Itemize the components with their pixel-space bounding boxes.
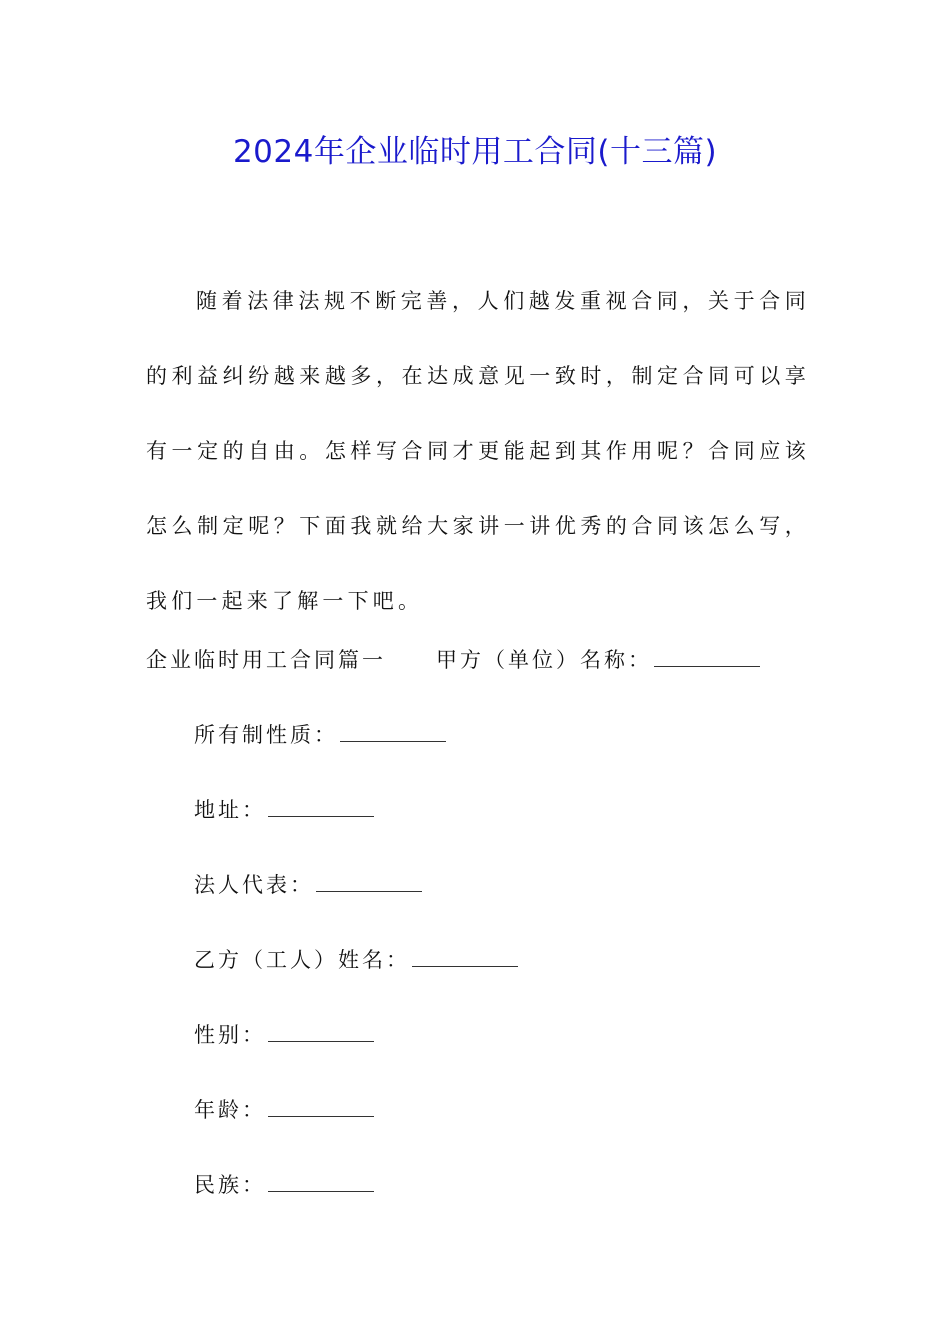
ethnicity-label: 民族： — [194, 1173, 266, 1197]
section-line — [146, 644, 760, 675]
party-a-name-label: 甲方（单位）名称： — [436, 648, 652, 672]
document-title: 2024年企业临时用工合同(十三篇) — [232, 134, 718, 170]
ownership-label: 所有制性质： — [194, 723, 338, 747]
age-blank — [268, 1094, 374, 1117]
age-line — [194, 1094, 374, 1125]
party-b-name-label: 乙方（工人）姓名： — [194, 948, 410, 972]
address-line — [194, 794, 374, 825]
gender-label: 性别： — [194, 1023, 266, 1047]
party-a-name-blank — [654, 644, 760, 667]
address-label: 地址： — [194, 798, 266, 822]
section-heading: 企业临时用工合同篇一 — [146, 648, 386, 672]
party-b-name-line — [194, 944, 518, 975]
age-label: 年龄： — [194, 1098, 266, 1122]
ethnicity-line — [194, 1169, 374, 1200]
gender-blank — [268, 1019, 374, 1042]
party-b-name-blank — [412, 944, 518, 967]
legal-rep-line — [194, 869, 422, 900]
gender-line — [194, 1019, 374, 1050]
legal-rep-label: 法人代表： — [194, 873, 314, 897]
ownership-line — [194, 719, 446, 750]
legal-rep-blank — [316, 869, 422, 892]
ownership-blank — [340, 719, 446, 742]
ethnicity-blank — [268, 1169, 374, 1192]
intro-paragraph: 随着法律法规不断完善，人们越发重视合同，关于合同的利益纠纷越来越多，在达成意见一致时，制定合同可以享有一定的自由。怎样写合同才更能起到其作用呢？合同应该怎么制定呢？下面我就给大家讲一讲优秀的合同该怎么写，我们一起来了解一下吧。 — [146, 289, 810, 613]
address-blank — [268, 794, 374, 817]
